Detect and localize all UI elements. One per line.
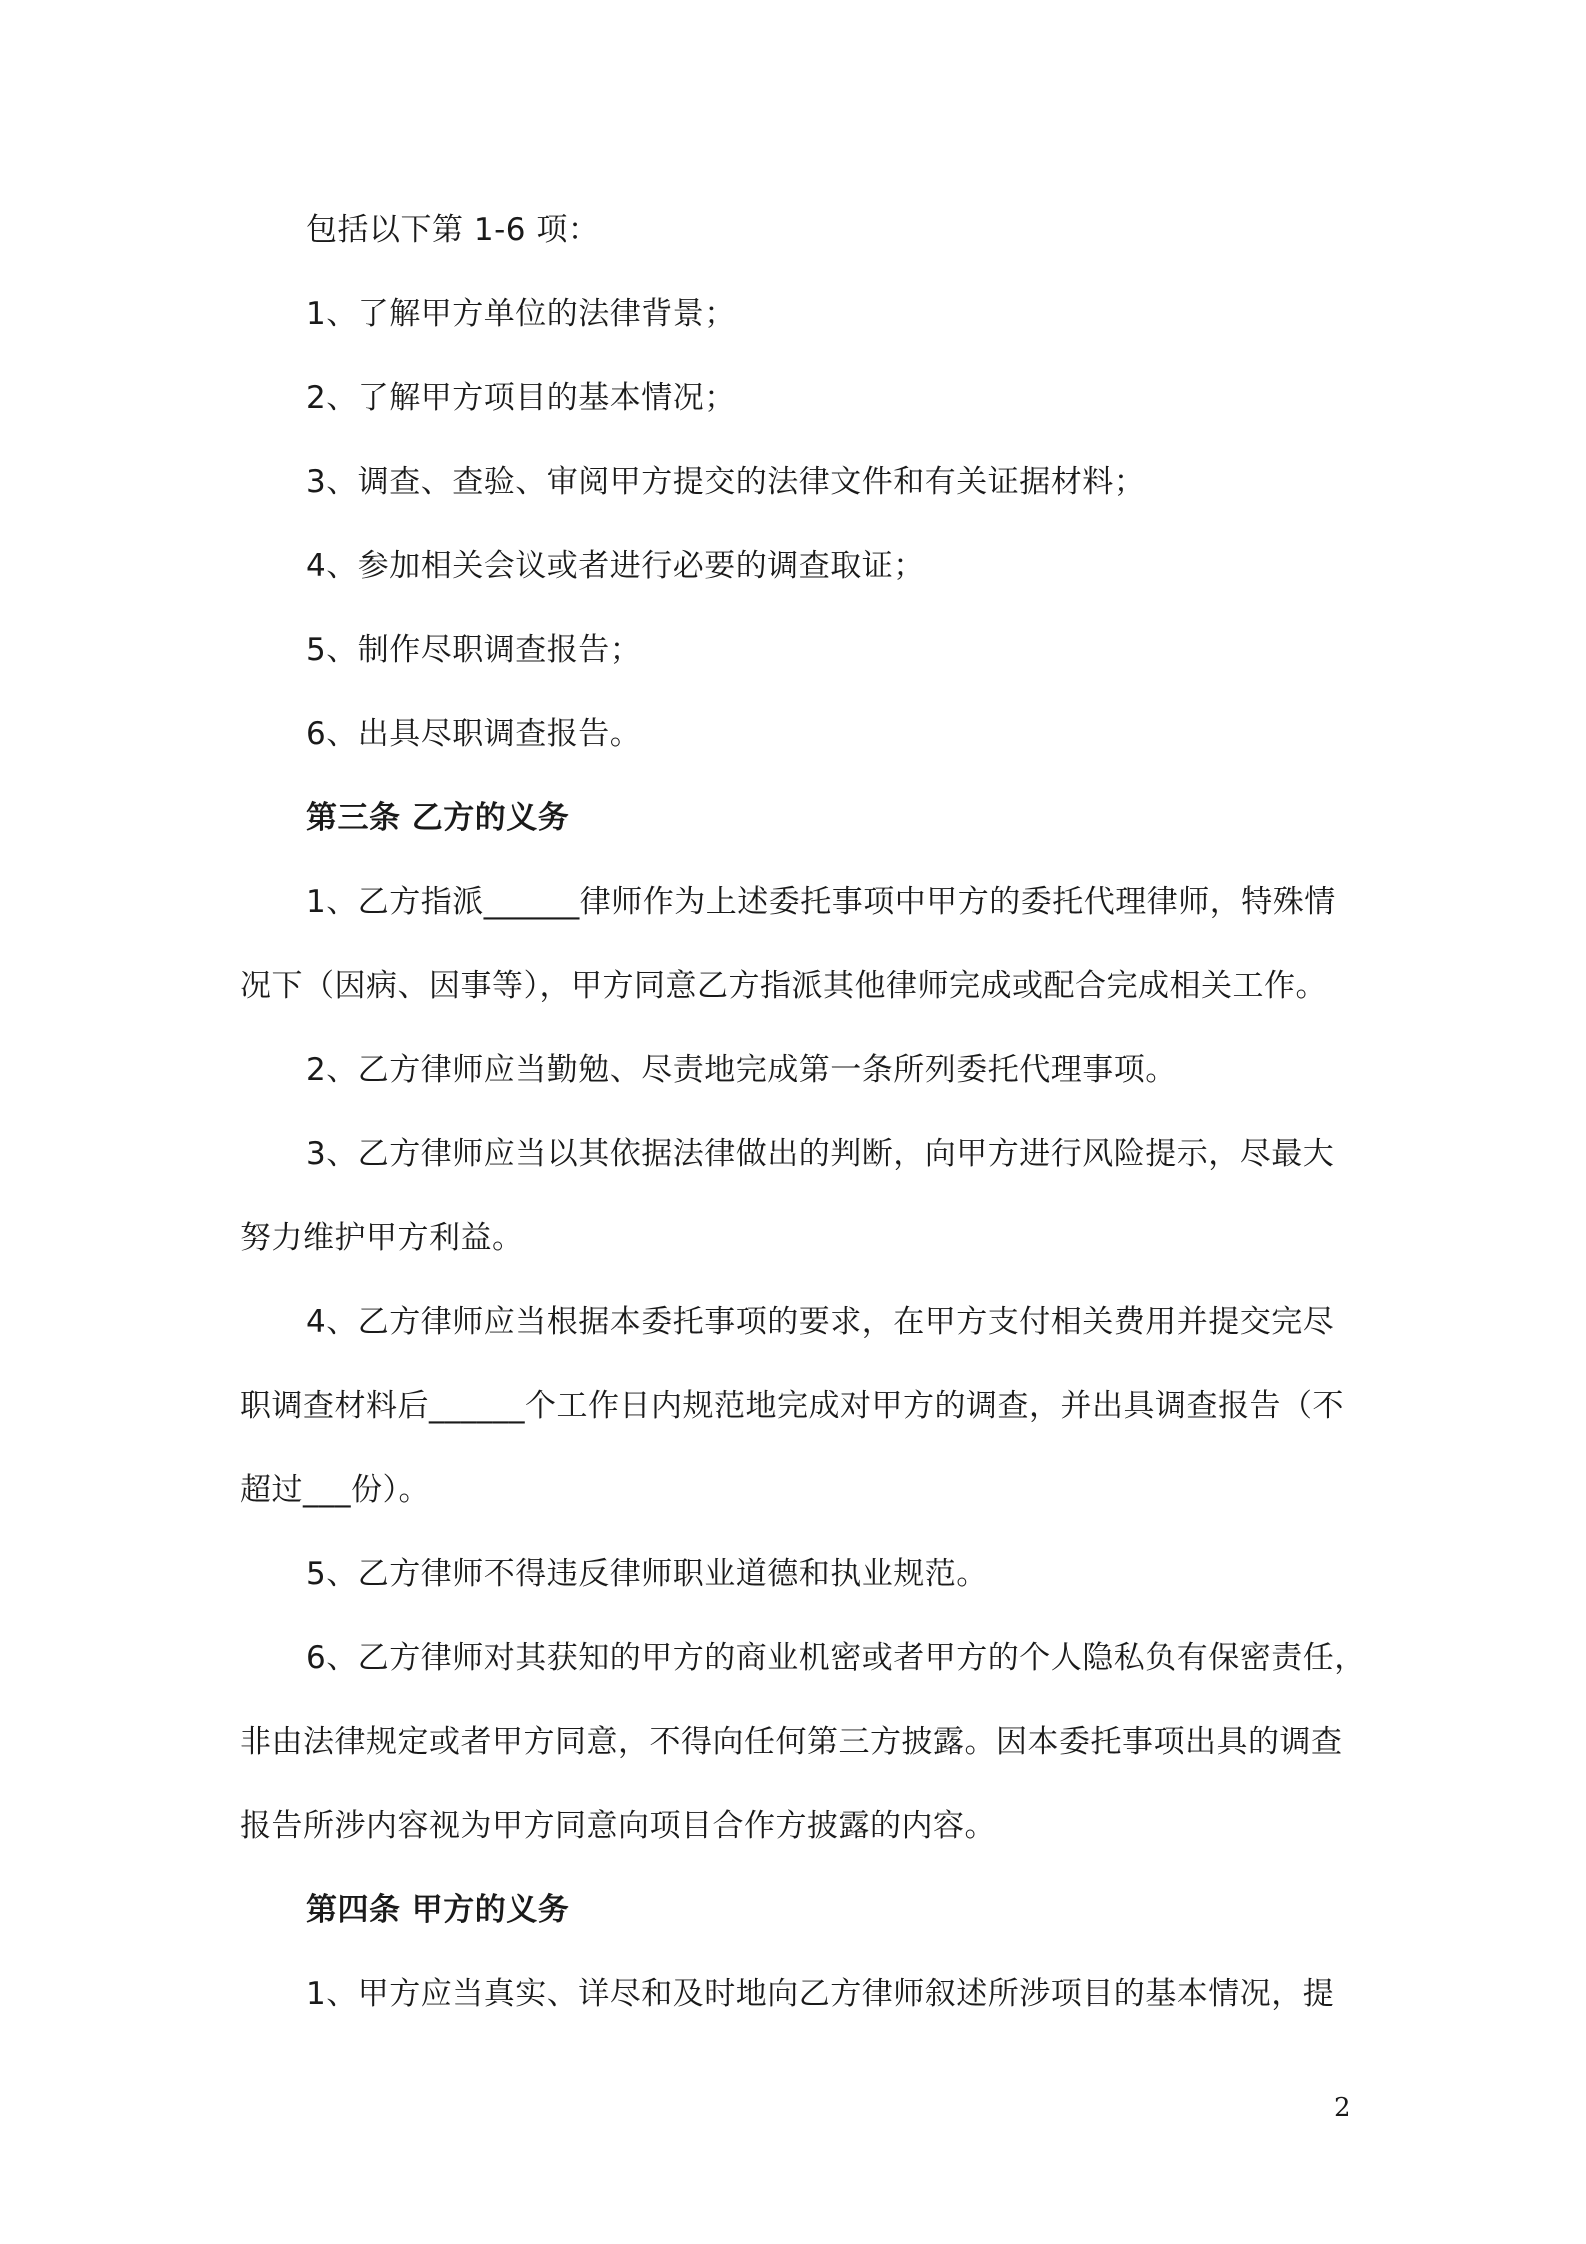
paragraph-line: 1、甲方应当真实、详尽和及时地向乙方律师叙述所涉项目的基本情况，提 xyxy=(306,1976,1335,2012)
paragraph-line: 职调查材料后______个工作日内规范地完成对甲方的调查，并出具调查报告（不 xyxy=(240,1388,1344,1424)
paragraph-line: 超过___份）。 xyxy=(240,1472,430,1508)
paragraph-line: 报告所涉内容视为甲方同意向项目合作方披露的内容。 xyxy=(240,1808,996,1844)
list-item-1: 1、了解甲方单位的法律背景； xyxy=(306,296,736,332)
paragraph-line: 非由法律规定或者甲方同意，不得向任何第三方披露。因本委托事项出具的调查 xyxy=(240,1724,1343,1760)
page-number: 2 xyxy=(1334,2093,1351,2123)
paragraph-line: 1、乙方指派______律师作为上述委托事项中甲方的委托代理律师，特殊情 xyxy=(306,884,1336,920)
section-heading-article-4: 第四条 甲方的义务 xyxy=(306,1892,570,1928)
paragraph-line: 5、乙方律师不得违反律师职业道德和执业规范。 xyxy=(306,1556,988,1592)
paragraph-line: 4、乙方律师应当根据本委托事项的要求，在甲方支付相关费用并提交完尽 xyxy=(306,1304,1335,1340)
list-item-4: 4、参加相关会议或者进行必要的调查取证； xyxy=(306,548,925,584)
paragraph-line: 3、乙方律师应当以其依据法律做出的判断，向甲方进行风险提示，尽最大 xyxy=(306,1136,1335,1172)
section-heading-article-3: 第三条 乙方的义务 xyxy=(306,800,570,836)
paragraph-line: 2、乙方律师应当勤勉、尽责地完成第一条所列委托代理事项。 xyxy=(306,1052,1177,1088)
list-item-2: 2、了解甲方项目的基本情况； xyxy=(306,380,736,416)
paragraph-line: 努力维护甲方利益。 xyxy=(240,1220,524,1256)
list-item-3: 3、调查、查验、审阅甲方提交的法律文件和有关证据材料； xyxy=(306,464,1146,500)
paragraph-intro: 包括以下第 1-6 项： xyxy=(306,212,600,248)
paragraph-line: 况下（因病、因事等），甲方同意乙方指派其他律师完成或配合完成相关工作。 xyxy=(240,968,1327,1004)
list-item-6: 6、出具尽职调查报告。 xyxy=(306,716,642,752)
list-item-5: 5、制作尽职调查报告； xyxy=(306,632,642,668)
paragraph-line: 6、乙方律师对其获知的甲方的商业机密或者甲方的个人隐私负有保密责任， xyxy=(306,1640,1366,1676)
